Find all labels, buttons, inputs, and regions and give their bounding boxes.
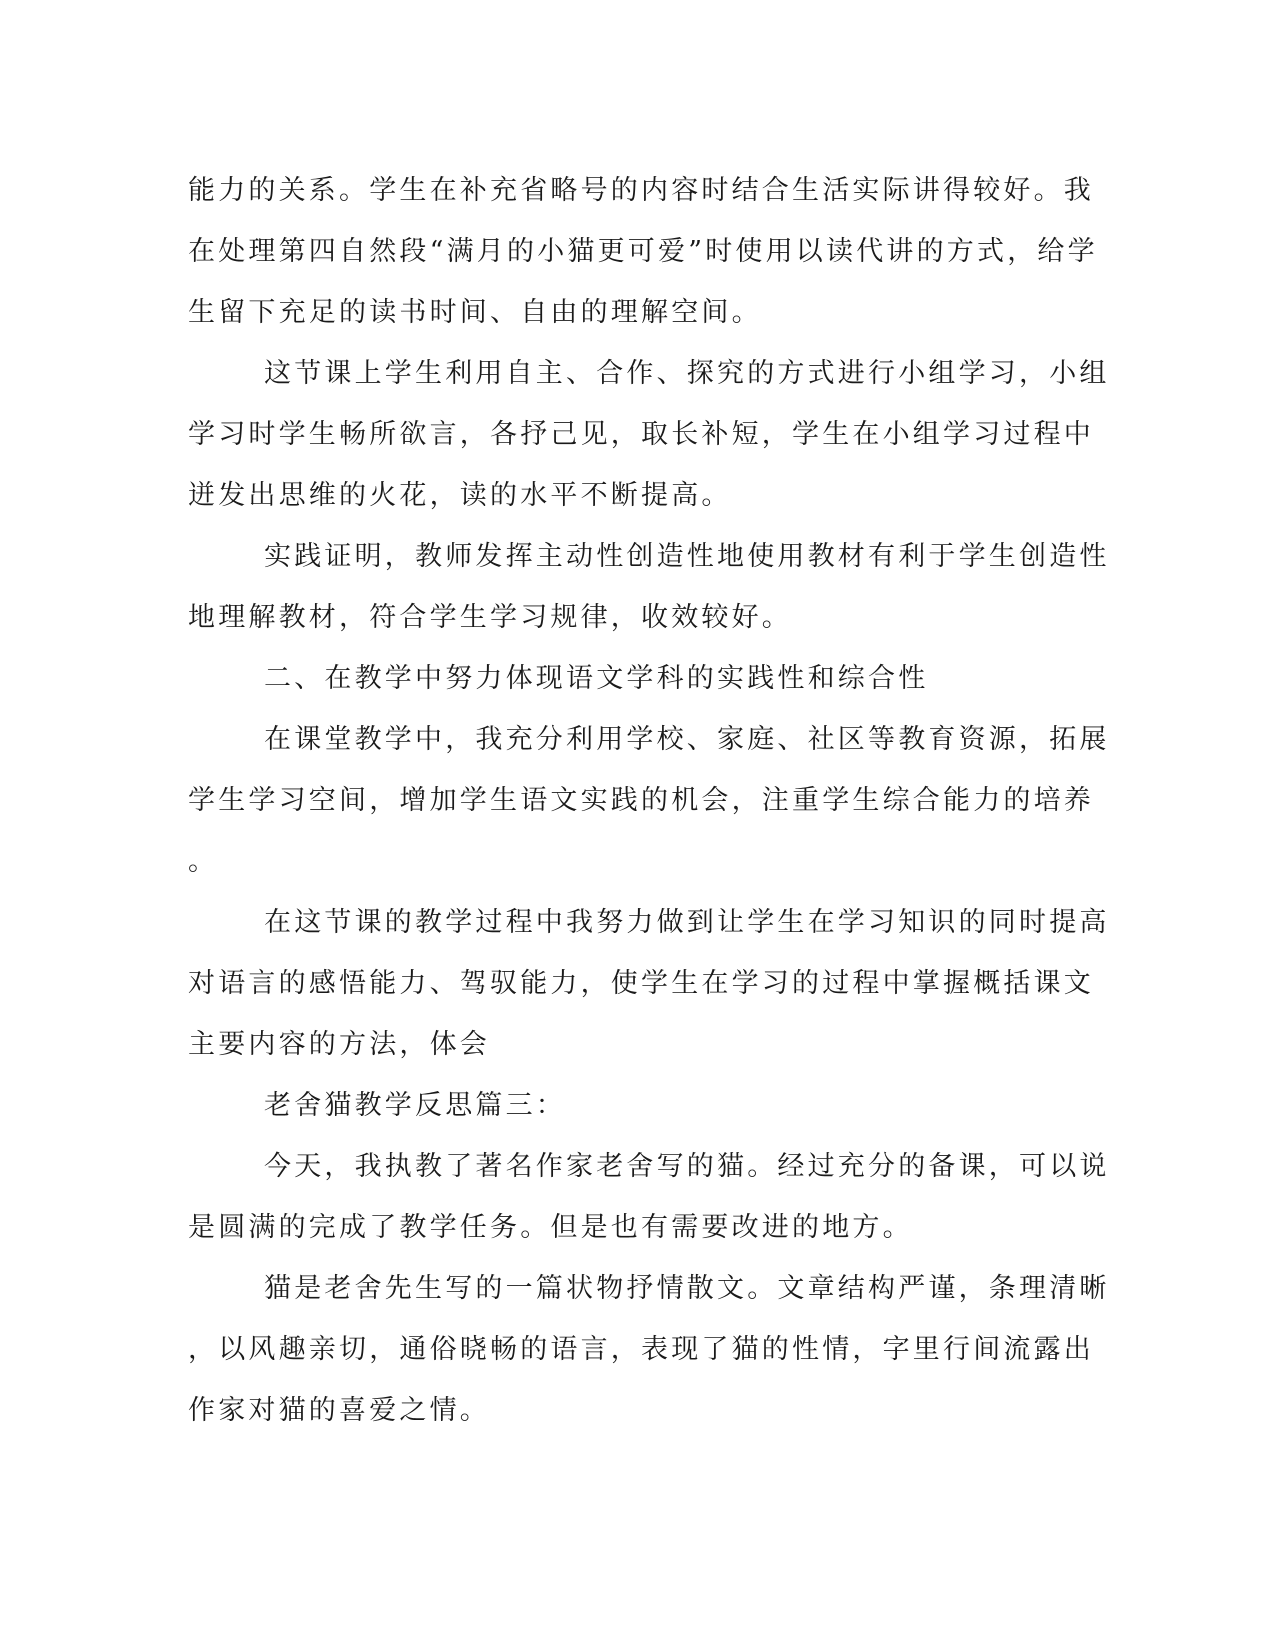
paragraph-start-line: 猫是老舍先生写的一篇状物抒情散文。文章结构严谨，条理清晰 [264, 1273, 1110, 1304]
text-line: 学生学习空间，增加学生语文实践的机会，注重学生综合能力的培养 [188, 785, 1094, 816]
text-line: 对语言的感悟能力、驾驭能力，使学生在学习的过程中掌握概括课文 [188, 968, 1094, 999]
section-title: 老舍猫教学反思篇三： [264, 1090, 566, 1121]
text-line: 地理解教材，符合学生学习规律，收效较好。 [188, 602, 792, 633]
paragraph-start-line: 这节课上学生利用自主、合作、探究的方式进行小组学习，小组 [264, 358, 1110, 389]
text-line: 迸发出思维的火花，读的水平不断提高。 [188, 480, 732, 511]
text-line: 。 [188, 846, 219, 877]
paragraph-start-line: 实践证明，教师发挥主动性创造性地使用教材有利于学生创造性 [264, 541, 1110, 572]
paragraph-start-line: 在这节课的教学过程中我努力做到让学生在学习知识的同时提高 [264, 907, 1110, 938]
document-page [188, 160, 1110, 1441]
text-line: 主要内容的方法，体会 [188, 1029, 490, 1060]
text-line: 能力的关系。学生在补充省略号的内容时结合生活实际讲得较好。我 [188, 175, 1094, 206]
section-heading: 二、在教学中努力体现语文学科的实践性和综合性 [264, 663, 929, 694]
text-line: 学习时学生畅所欲言，各抒己见，取长补短，学生在小组学习过程中 [188, 419, 1094, 450]
text-line: 在处理第四自然段“满月的小猫更可爱”时使用以读代讲的方式，给学 [188, 236, 1098, 267]
text-line: ，以风趣亲切，通俗晓畅的语言，表现了猫的性情，字里行间流露出 [188, 1334, 1094, 1365]
text-line: 生留下充足的读书时间、自由的理解空间。 [188, 297, 762, 328]
paragraph-start-line: 今天，我执教了著名作家老舍写的猫。经过充分的备课，可以说 [264, 1151, 1110, 1182]
paragraph-start-line: 在课堂教学中，我充分利用学校、家庭、社区等教育资源，拓展 [264, 724, 1110, 755]
text-line: 是圆满的完成了教学任务。但是也有需要改进的地方。 [188, 1212, 913, 1243]
text-line: 作家对猫的喜爱之情。 [188, 1395, 490, 1426]
